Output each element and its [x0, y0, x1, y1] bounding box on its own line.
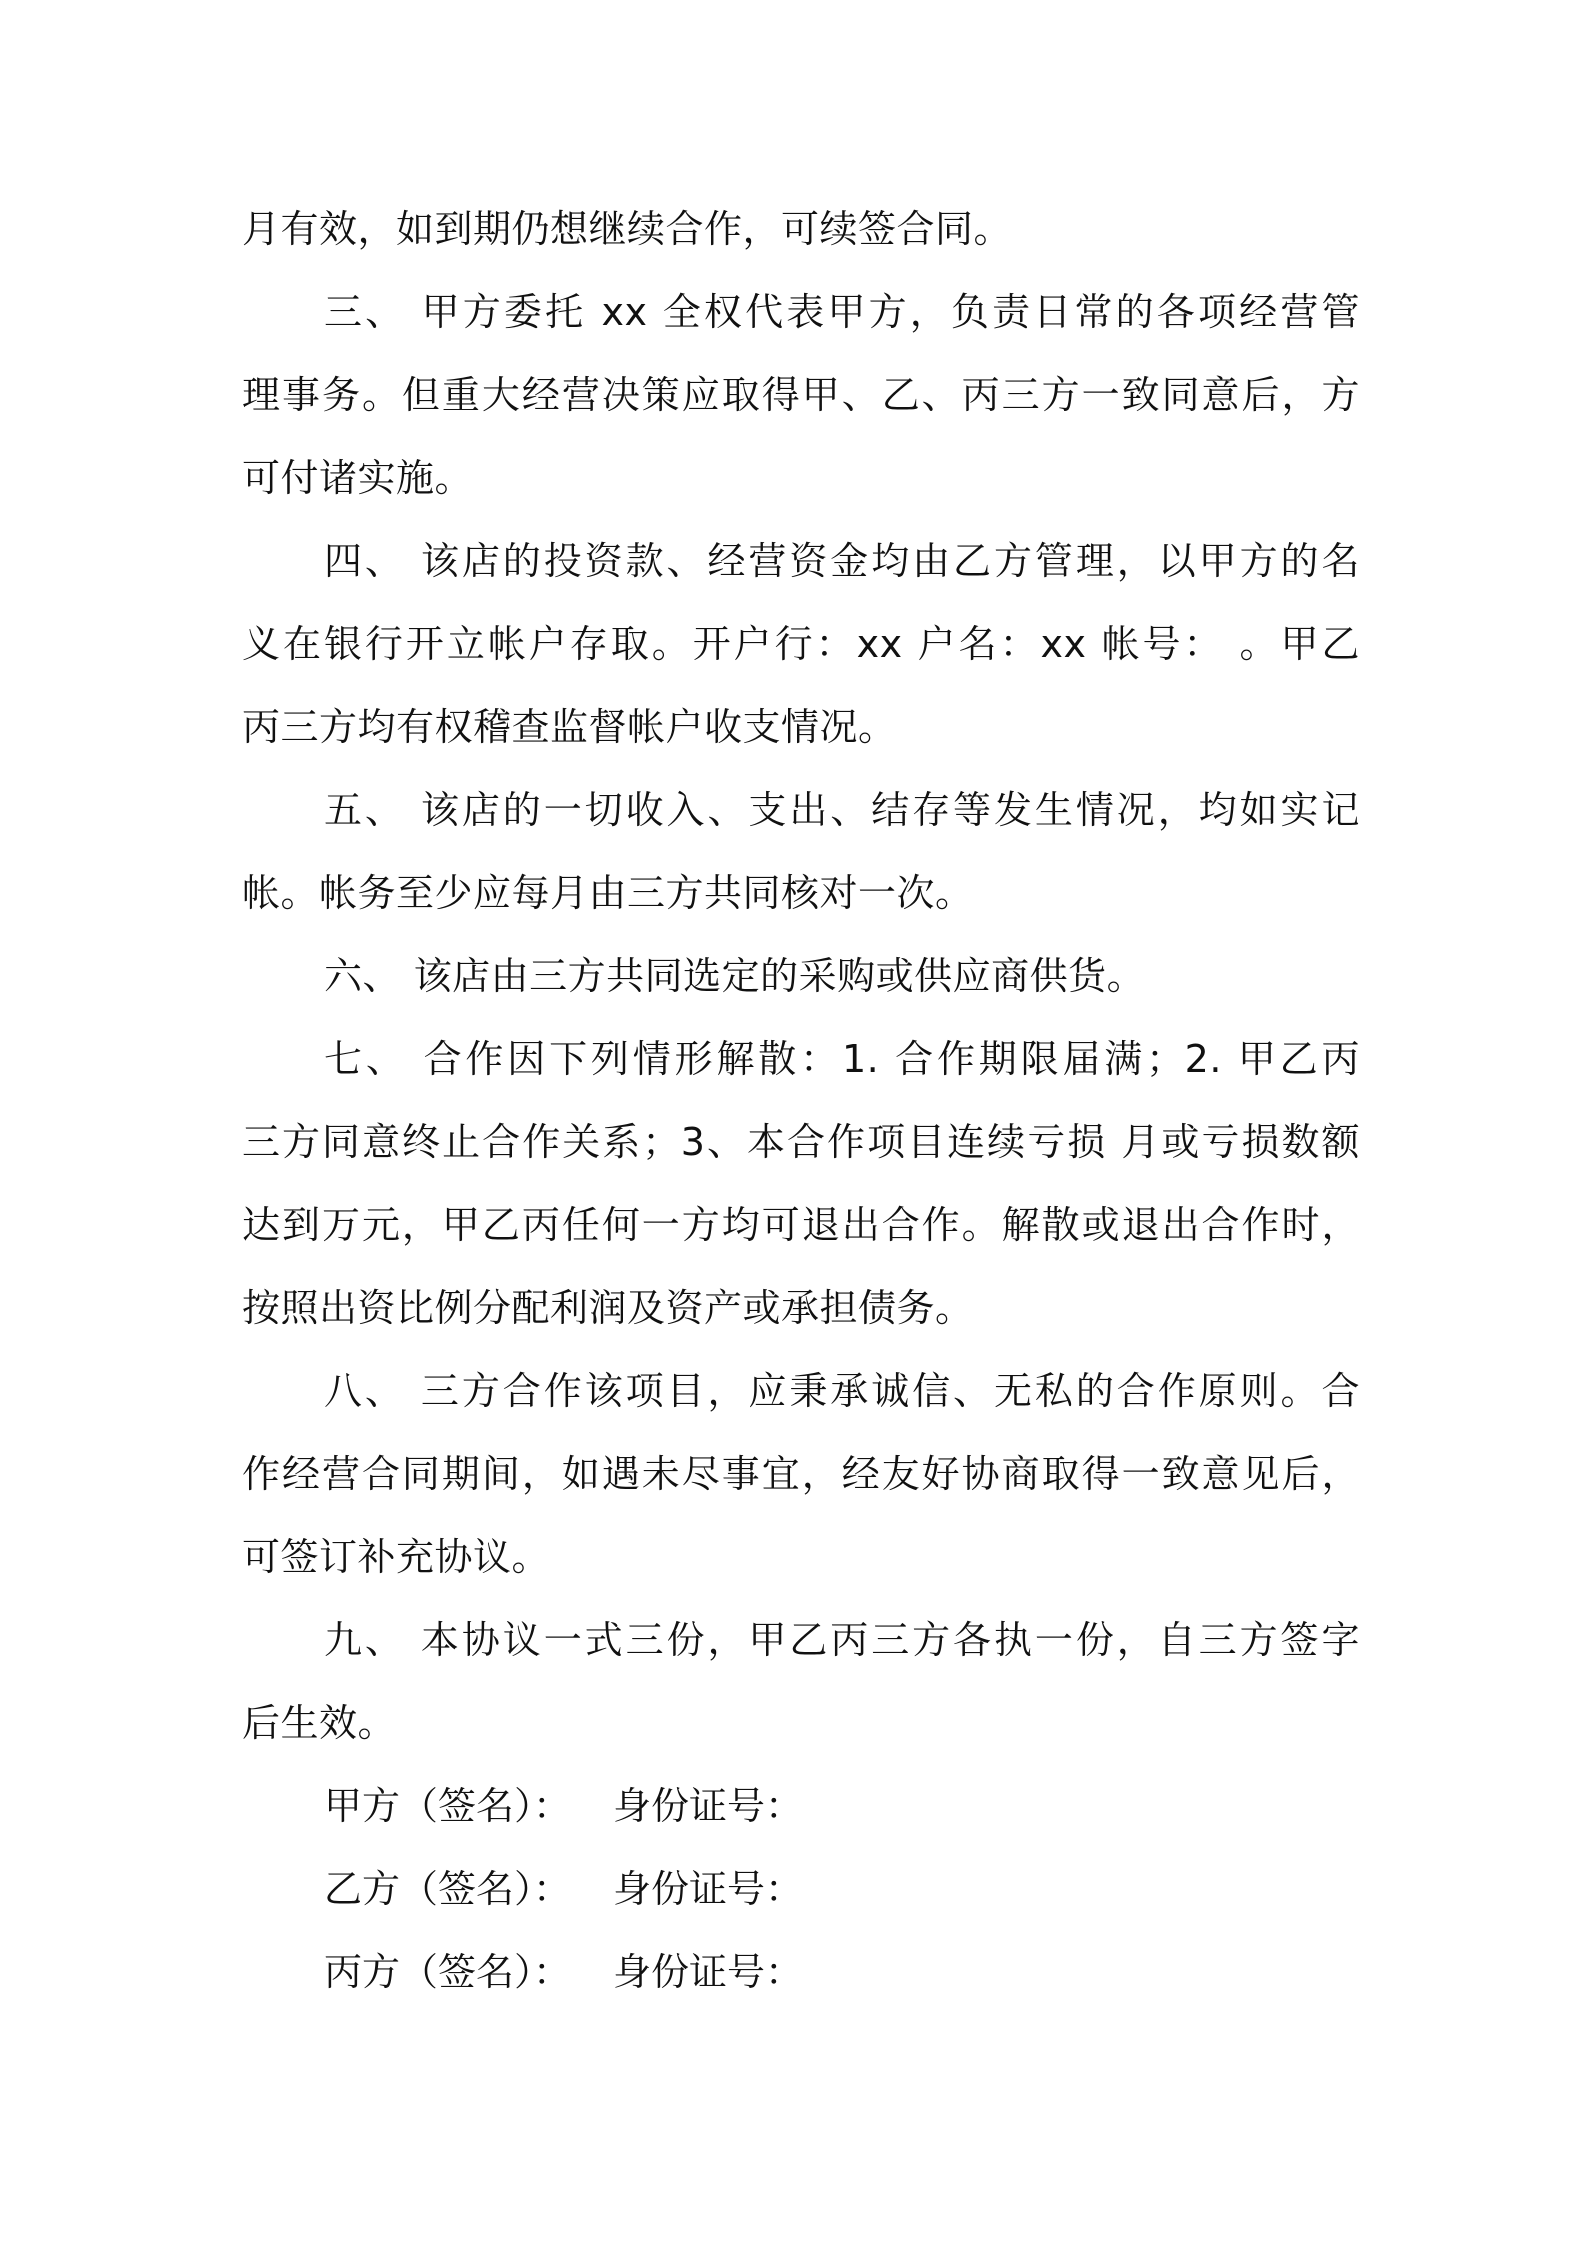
text-line: 六、 该店由三方共同选定的采购或供应商供货。 — [324, 954, 1146, 998]
document-body — [242, 188, 1360, 2014]
signature-party-label: 甲方（签名）： — [324, 1784, 572, 1828]
text-line: 丙三方均有权稽查监督帐户收支情况。 — [242, 705, 897, 749]
text-line: 八、 三方合作该项目，应秉承诚信、无私的合作原则。合 — [324, 1369, 1360, 1413]
text-line: 理事务。但重大经营决策应取得甲、乙、丙三方一致同意后，方 — [242, 373, 1360, 417]
text-line: 五、 该店的一切收入、支出、结存等发生情况，均如实记 — [324, 788, 1360, 832]
id-number-label: 身份证号： — [613, 1784, 804, 1828]
paragraph-lines — [242, 188, 1360, 1765]
text-line: 九、 本协议一式三份，甲乙丙三方各执一份，自三方签字 — [324, 1618, 1360, 1662]
text-line: 达到万元，甲乙丙任何一方均可退出合作。解散或退出合作时， — [242, 1203, 1360, 1247]
id-number-label: 身份证号： — [613, 1867, 804, 1911]
text-line: 三方同意终止合作关系；3、本合作项目连续亏损 月或亏损数额 — [242, 1120, 1360, 1164]
text-line: 按照出资比例分配利润及资产或承担债务。 — [242, 1286, 974, 1330]
text-line: 四、 该店的投资款、经营资金均由乙方管理，以甲方的名 — [324, 539, 1360, 583]
signature-line-a — [242, 1765, 1360, 1848]
text-line: 帐。帐务至少应每月由三方共同核对一次。 — [242, 871, 974, 915]
text-line: 三、 甲方委托 xx 全权代表甲方，负责日常的各项经营管 — [324, 290, 1360, 334]
text-line: 七、 合作因下列情形解散：1. 合作期限届满；2. 甲乙丙 — [324, 1037, 1360, 1081]
text-line: 可付诸实施。 — [242, 456, 474, 500]
text-line: 义在银行开立帐户存取。开户行：xx 户名：xx 帐号： 。甲乙 — [242, 622, 1360, 666]
text-line: 作经营合同期间，如遇未尽事宜，经友好协商取得一致意见后， — [242, 1452, 1360, 1496]
signature-party-label: 乙方（签名）： — [324, 1867, 572, 1911]
id-number-label: 身份证号： — [613, 1950, 804, 1994]
text-line: 月有效，如到期仍想继续合作，可续签合同。 — [242, 207, 1013, 251]
signature-line-b — [242, 1848, 1360, 1931]
signature-party-label: 丙方（签名）： — [324, 1950, 572, 1994]
text-line: 可签订补充协议。 — [242, 1535, 551, 1579]
signature-line-c — [242, 1931, 1360, 2014]
signature-block — [242, 1765, 1360, 2014]
text-line: 后生效。 — [242, 1701, 397, 1745]
